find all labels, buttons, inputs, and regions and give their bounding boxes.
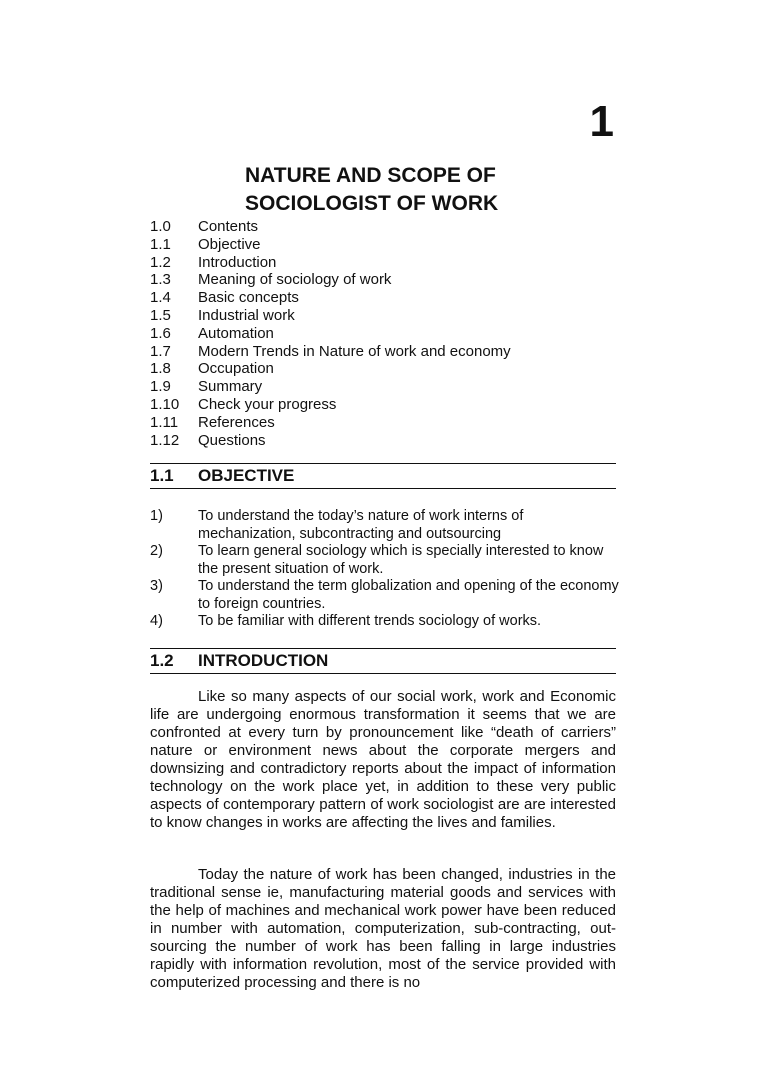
toc-item bbox=[150, 396, 620, 414]
section-number: 1.1 bbox=[150, 466, 174, 485]
introduction-paragraph-2: Today the nature of work has been changed, industries in the traditional sense ie, manufacturing material goods and services with the help of machines and mechanical work power have been reduced in number with automation, computerization, sub-contracting, out-sourcing the number of work has been falling in large industries rapidly with information revolution, most of the service provided with computerized processing and there is no bbox=[150, 866, 616, 991]
toc-item-number: 1.12 bbox=[150, 431, 180, 449]
objective-item-number: 1) bbox=[150, 508, 163, 524]
toc-item bbox=[150, 432, 620, 450]
objective-item-text: To understand the today’s nature of work interns of mechanization, subcontracting and outsourcing bbox=[198, 508, 524, 542]
toc-item bbox=[150, 378, 620, 396]
objective-item-number: 2) bbox=[150, 543, 163, 559]
toc-item-label: Occupation bbox=[198, 360, 274, 378]
toc-item bbox=[150, 236, 620, 254]
objective-item-number: 3) bbox=[150, 578, 163, 594]
toc-item bbox=[150, 414, 620, 432]
toc-item bbox=[150, 218, 620, 236]
introduction-paragraph-1: Like so many aspects of our social work, work and Economic life are undergoing enormous transformation it seems that we are confronted at every turn by pronouncement like “death of carriers” nature or environment news about the corporate mergers and downsizing and contradictory reports about the impact of information technology on the work place yet, in addition to these very public aspects of contemporary pattern of work sociologist are are interested to know changes in works are affecting the lives and families. bbox=[150, 688, 616, 831]
section-number: 1.2 bbox=[150, 651, 174, 670]
toc-item-number: 1.6 bbox=[150, 324, 171, 342]
objective-item bbox=[150, 543, 620, 578]
toc-item-number: 1.10 bbox=[150, 395, 180, 413]
section-title: INTRODUCTION bbox=[198, 651, 329, 670]
toc-item-label: References bbox=[198, 413, 275, 431]
toc-item-number: 1.2 bbox=[150, 253, 171, 271]
objective-item bbox=[150, 578, 620, 613]
toc-item-number: 1.9 bbox=[150, 378, 171, 396]
toc-item-label: Introduction bbox=[198, 253, 277, 271]
toc-item bbox=[150, 307, 620, 325]
toc-item-label: Contents bbox=[198, 218, 259, 235]
toc-item-label: Automation bbox=[198, 324, 274, 342]
toc-item-number: 1.4 bbox=[150, 289, 171, 307]
toc-item-number: 1.5 bbox=[150, 306, 171, 324]
toc-item-label: Check your progress bbox=[198, 395, 337, 413]
section-heading-objective bbox=[150, 463, 616, 489]
toc-item-label: Industrial work bbox=[198, 306, 295, 324]
toc-item bbox=[150, 360, 620, 378]
toc-item bbox=[150, 289, 620, 307]
toc-item-label: Basic concepts bbox=[198, 289, 299, 307]
toc-item bbox=[150, 254, 620, 272]
toc-item bbox=[150, 343, 620, 361]
toc-item bbox=[150, 271, 620, 289]
toc-item-number: 1.1 bbox=[150, 235, 171, 253]
toc-item-number: 1.0 bbox=[150, 218, 171, 235]
chapter-title bbox=[245, 162, 498, 218]
chapter-title-line-1: NATURE AND SCOPE OF bbox=[245, 164, 496, 187]
chapter-number: 1 bbox=[589, 97, 614, 146]
objective-item-text: To understand the term globalization and opening of the economy to foreign countries. bbox=[198, 578, 619, 612]
objective-item-number: 4) bbox=[150, 613, 163, 629]
toc-item-number: 1.7 bbox=[150, 342, 171, 360]
toc-item-label: Questions bbox=[198, 431, 266, 449]
objective-item-text: To learn general sociology which is specially interested to know the present situation of work. bbox=[198, 543, 604, 577]
toc-item-number: 1.8 bbox=[150, 360, 171, 378]
toc-item-label: Meaning of sociology of work bbox=[198, 271, 392, 289]
toc-item-label: Modern Trends in Nature of work and economy bbox=[198, 342, 511, 360]
toc-item-number: 1.3 bbox=[150, 271, 171, 289]
table-of-contents bbox=[150, 218, 620, 449]
objective-list bbox=[150, 508, 620, 631]
toc-item bbox=[150, 325, 620, 343]
toc-item-number: 1.11 bbox=[150, 413, 179, 431]
objective-item bbox=[150, 508, 620, 543]
section-heading-introduction bbox=[150, 648, 616, 674]
section-title: OBJECTIVE bbox=[198, 466, 295, 485]
chapter-title-line-2: SOCIOLOGIST OF WORK bbox=[245, 192, 499, 215]
toc-item-label: Objective bbox=[198, 235, 261, 253]
objective-item-text: To be familiar with different trends sociology of works. bbox=[198, 613, 542, 629]
toc-item-label: Summary bbox=[198, 378, 263, 396]
objective-item bbox=[150, 613, 620, 631]
